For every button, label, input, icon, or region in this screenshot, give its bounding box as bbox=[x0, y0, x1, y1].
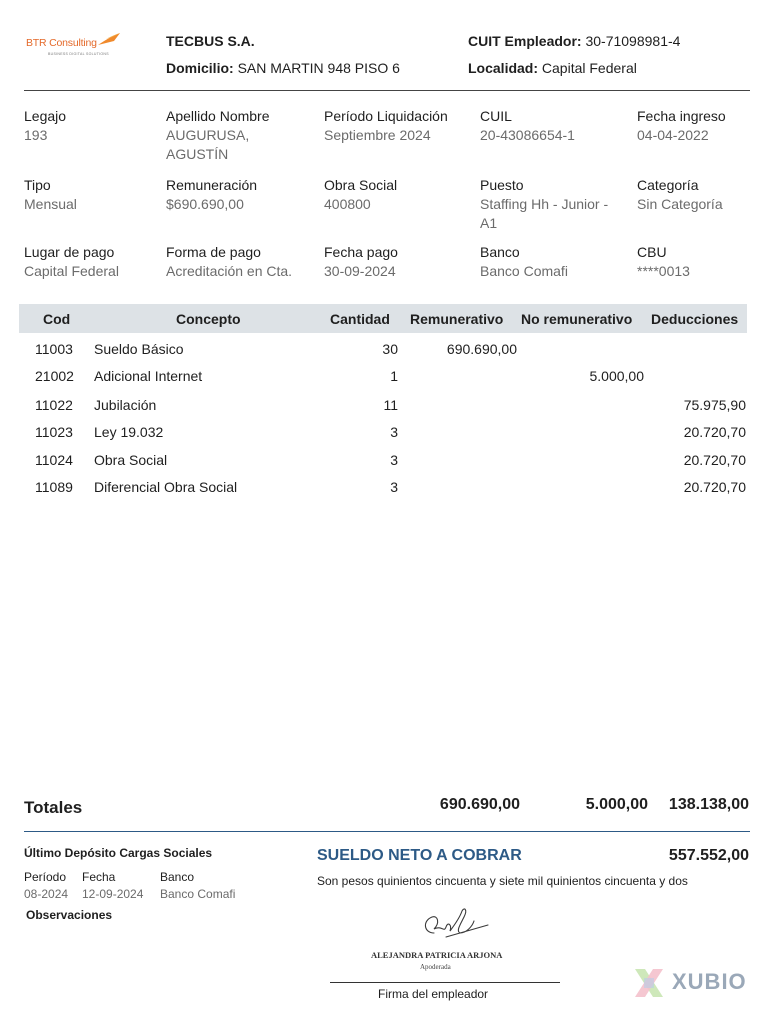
lugar-pago-label: Lugar de pago bbox=[24, 244, 115, 260]
row-cantidad: 3 bbox=[390, 479, 398, 495]
fecha-pago-field bbox=[324, 244, 398, 281]
cbu-value: ****0013 bbox=[637, 263, 690, 279]
total-no-remunerativo: 5.000,00 bbox=[585, 796, 648, 813]
col-header-deducciones: Deducciones bbox=[651, 311, 739, 327]
company-logo bbox=[26, 28, 136, 60]
row-deducciones: 20.720,70 bbox=[683, 479, 746, 495]
row-concepto: Jubilación bbox=[94, 397, 157, 413]
row-deducciones: 20.720,70 bbox=[683, 424, 746, 440]
legajo-field bbox=[24, 108, 66, 145]
nombre-value-line1: AUGURUSA, bbox=[166, 127, 250, 143]
observaciones-label: Observaciones bbox=[26, 908, 113, 922]
row-cod: 11089 bbox=[35, 479, 73, 495]
deposito-fecha-label: Fecha bbox=[82, 870, 116, 884]
table-row bbox=[19, 397, 747, 419]
periodo-value: Septiembre 2024 bbox=[324, 127, 431, 143]
col-header-concepto: Concepto bbox=[176, 311, 241, 327]
puesto-field bbox=[480, 177, 608, 233]
nombre-value-line2: AGUSTÍN bbox=[166, 146, 229, 162]
fecha-pago-value: 30-09-2024 bbox=[324, 263, 396, 279]
cuil-label: CUIL bbox=[480, 108, 512, 124]
ingreso-label: Fecha ingreso bbox=[637, 108, 726, 124]
row-concepto: Adicional Internet bbox=[94, 368, 203, 384]
xubio-x-icon bbox=[632, 966, 666, 1000]
signature-scribble bbox=[416, 903, 490, 949]
cuil-value: 20-43086654-1 bbox=[480, 127, 575, 143]
totals-divider bbox=[24, 831, 750, 832]
remuneracion-label: Remuneración bbox=[166, 177, 258, 193]
remuneracion-value: $690.690,00 bbox=[166, 196, 244, 212]
total-remunerativo: 690.690,00 bbox=[439, 796, 520, 813]
row-cod: 11023 bbox=[35, 424, 73, 440]
forma-pago-value: Acreditación en Cta. bbox=[166, 263, 293, 279]
tipo-value: Mensual bbox=[24, 196, 77, 212]
company-name: TECBUS S.A. bbox=[166, 33, 255, 49]
header-divider bbox=[24, 90, 750, 91]
cuil-field bbox=[480, 108, 575, 145]
totales-label: Totales bbox=[24, 798, 83, 817]
col-header-no-remunerativo: No remunerativo bbox=[521, 311, 633, 327]
row-cantidad: 30 bbox=[382, 341, 398, 357]
categoria-value: Sin Categoría bbox=[637, 196, 723, 212]
puesto-value-line2: A1 bbox=[480, 215, 498, 231]
row-cantidad: 11 bbox=[383, 397, 398, 413]
domicilio: Domicilio: SAN MARTIN 948 PISO 6 bbox=[166, 60, 400, 76]
signer-name: ALEJANDRA PATRICIA ARJONA bbox=[371, 950, 503, 960]
sueldo-neto-words: Son pesos quinientos cincuenta y siete mil quinientos cincuenta y dos bbox=[317, 874, 688, 888]
deposito-fecha-value: 12-09-2024 bbox=[82, 887, 144, 901]
table-row bbox=[19, 368, 747, 390]
cbu-label: CBU bbox=[637, 244, 667, 260]
forma-pago-field bbox=[166, 244, 292, 281]
tipo-field bbox=[24, 177, 77, 214]
signer-role: Apoderada bbox=[420, 963, 451, 971]
logo-swoosh-icon bbox=[96, 31, 122, 49]
table-row bbox=[19, 452, 747, 474]
periodo-field bbox=[324, 108, 448, 145]
categoria-field bbox=[637, 177, 723, 214]
deposito-periodo-value: 08-2024 bbox=[24, 887, 69, 901]
row-no-remunerativo: 5.000,00 bbox=[589, 368, 644, 384]
ingreso-value: 04-04-2022 bbox=[637, 127, 709, 143]
row-cantidad: 3 bbox=[390, 424, 398, 440]
deposito-banco-value: Banco Comafi bbox=[160, 887, 236, 901]
signature-caption: Firma del empleador bbox=[378, 987, 489, 1001]
deposito-title: Último Depósito Cargas Sociales bbox=[24, 846, 213, 860]
logo-tagline: BUSINESS DIGITAL SOLUTIONS bbox=[48, 52, 109, 56]
lugar-pago-field bbox=[24, 244, 119, 281]
remuneracion-field bbox=[166, 177, 257, 214]
row-cantidad: 1 bbox=[390, 368, 398, 384]
obra-social-field bbox=[324, 177, 397, 214]
ingreso-field bbox=[637, 108, 726, 145]
row-cod: 11024 bbox=[35, 452, 73, 468]
nombre-field bbox=[166, 108, 270, 164]
banco-value: Banco Comafi bbox=[480, 263, 568, 279]
row-concepto: Diferencial Obra Social bbox=[94, 479, 238, 495]
forma-pago-label: Forma de pago bbox=[166, 244, 261, 260]
cuit-empleador: CUIT Empleador: 30-71098981-4 bbox=[468, 33, 681, 49]
row-concepto: Obra Social bbox=[94, 452, 168, 468]
tipo-label: Tipo bbox=[24, 177, 51, 193]
cbu-field bbox=[637, 244, 690, 281]
row-cantidad: 3 bbox=[390, 452, 398, 468]
concepts-table-header bbox=[19, 304, 747, 333]
legajo-label: Legajo bbox=[24, 108, 67, 124]
xubio-brand-text: XUBIO bbox=[672, 969, 747, 994]
banco-field bbox=[480, 244, 568, 281]
col-header-cantidad: Cantidad bbox=[330, 311, 390, 327]
col-header-remunerativo: Remunerativo bbox=[410, 311, 504, 327]
deposito-banco-label: Banco bbox=[160, 870, 195, 884]
categoria-label: Categoría bbox=[637, 177, 699, 193]
row-concepto: Sueldo Básico bbox=[94, 341, 184, 357]
logo-brand-text: BTR Consulting bbox=[26, 37, 97, 49]
row-deducciones: 75.975,90 bbox=[683, 397, 746, 413]
row-remunerativo: 690.690,00 bbox=[446, 341, 517, 357]
banco-label: Banco bbox=[480, 244, 520, 260]
row-cod: 11022 bbox=[35, 397, 73, 413]
fecha-pago-label: Fecha pago bbox=[324, 244, 398, 260]
obra-social-value: 400800 bbox=[324, 196, 371, 212]
table-row bbox=[19, 424, 747, 446]
row-cod: 11003 bbox=[35, 341, 73, 357]
row-deducciones: 20.720,70 bbox=[683, 452, 746, 468]
xubio-watermark bbox=[632, 966, 750, 1000]
obra-social-label: Obra Social bbox=[324, 177, 398, 193]
row-concepto: Ley 19.032 bbox=[94, 424, 164, 440]
sueldo-neto-title: SUELDO NETO A COBRAR bbox=[317, 847, 522, 864]
lugar-pago-value: Capital Federal bbox=[24, 263, 119, 279]
deposito-periodo-label: Período bbox=[24, 870, 67, 884]
table-row bbox=[19, 479, 747, 501]
puesto-label: Puesto bbox=[480, 177, 524, 193]
periodo-label: Período Liquidación bbox=[324, 108, 448, 124]
nombre-label: Apellido Nombre bbox=[166, 108, 270, 124]
sueldo-neto-value: 557.552,00 bbox=[668, 847, 749, 864]
puesto-value-line1: Staffing Hh - Junior - bbox=[480, 196, 609, 212]
row-cod: 21002 bbox=[35, 368, 74, 384]
total-deducciones: 138.138,00 bbox=[668, 796, 749, 813]
col-header-cod: Cod bbox=[43, 311, 71, 327]
localidad: Localidad: Capital Federal bbox=[468, 60, 637, 76]
legajo-value: 193 bbox=[24, 127, 48, 143]
table-row bbox=[19, 341, 747, 363]
signature-line bbox=[330, 982, 560, 983]
